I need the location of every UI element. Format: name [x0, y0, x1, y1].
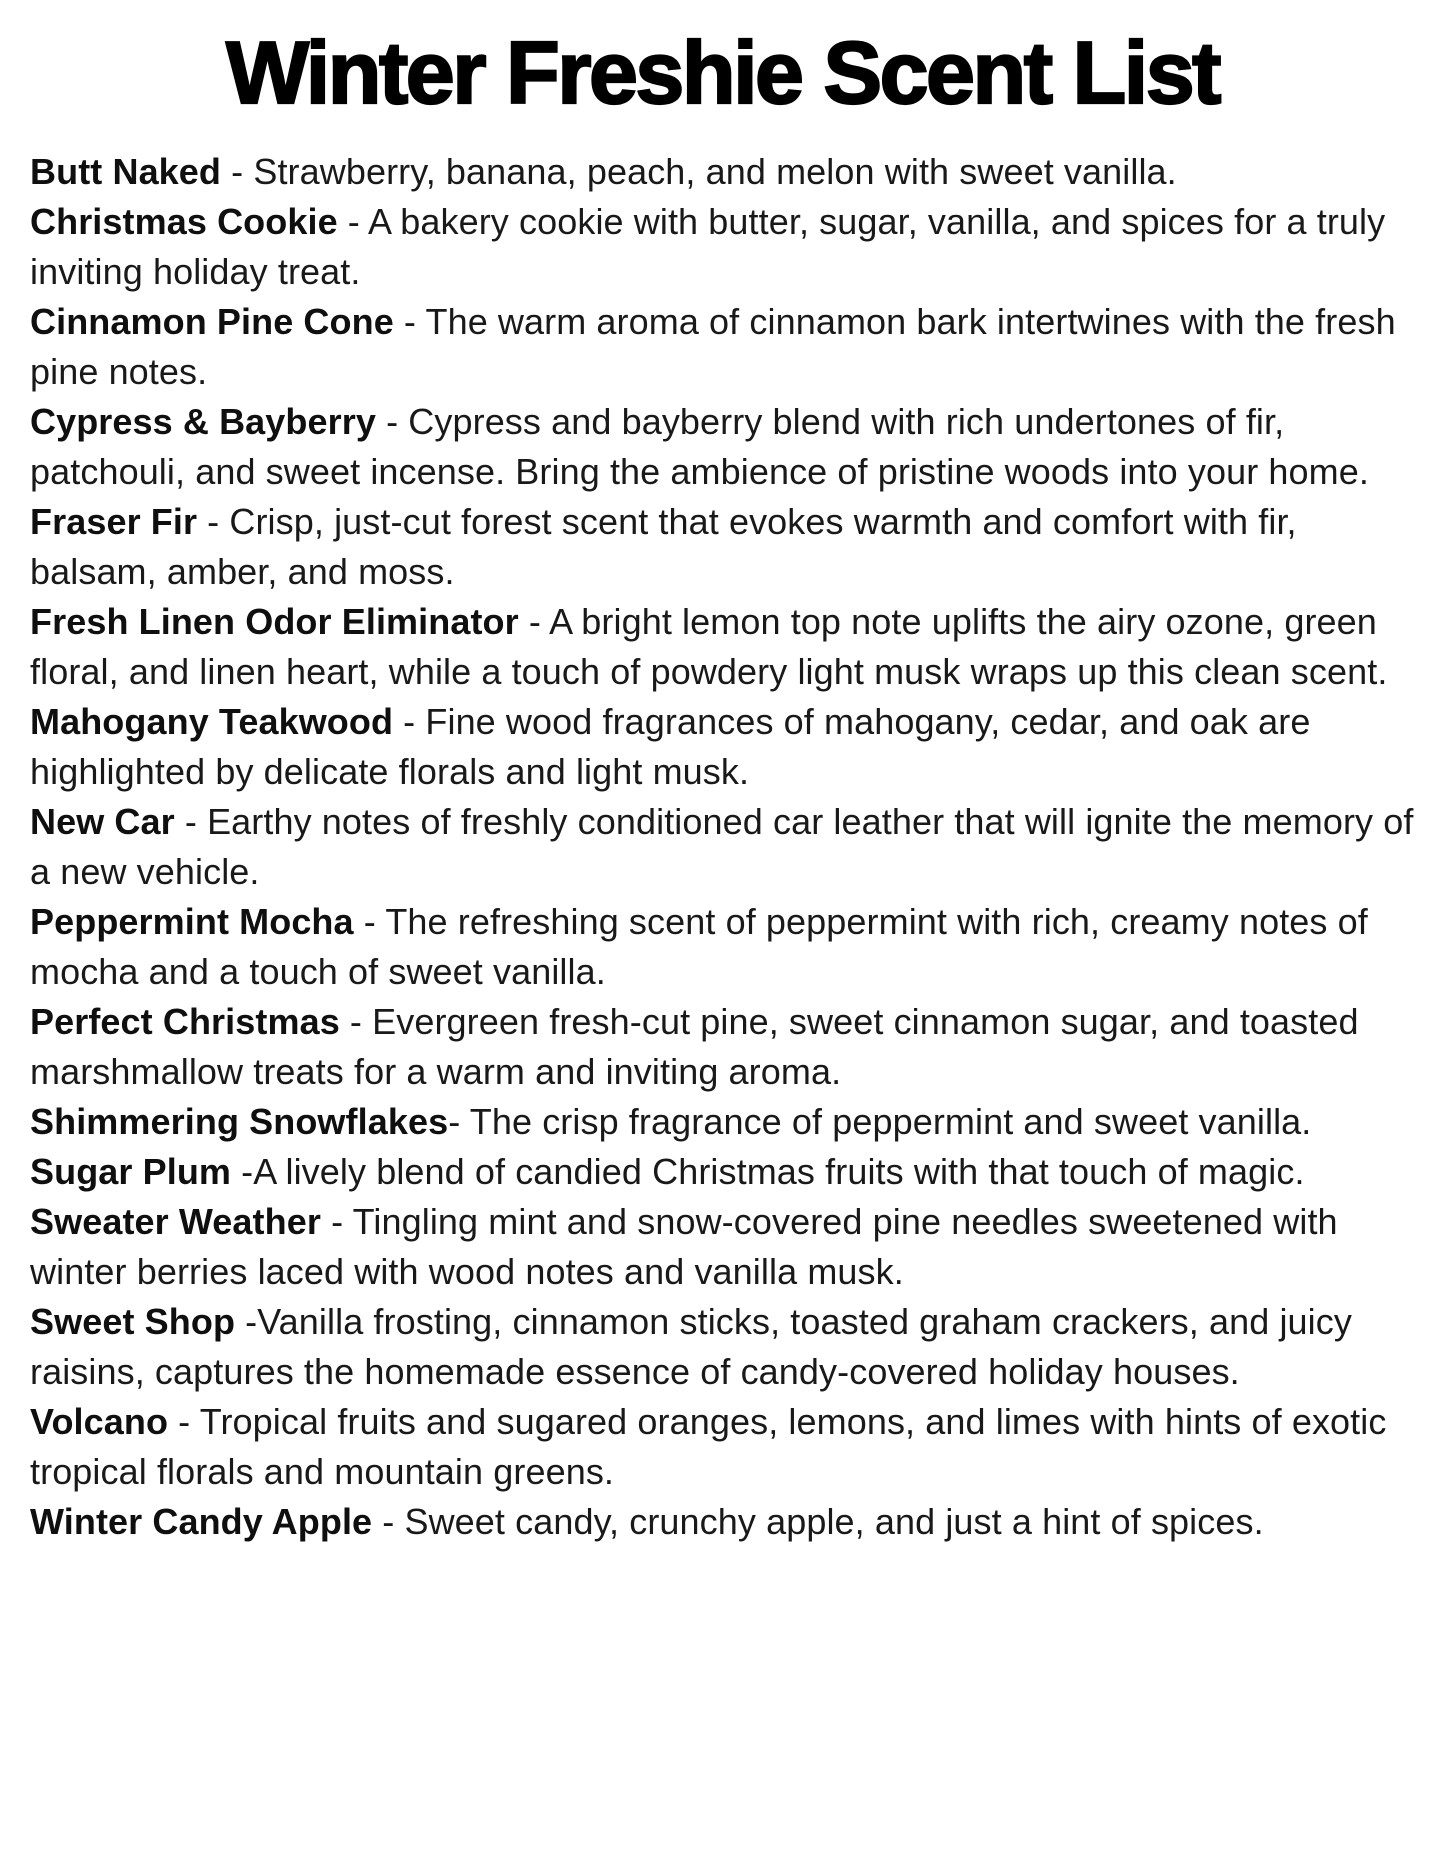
scent-entry [30, 1147, 1415, 1197]
scent-entry [30, 1097, 1415, 1147]
scent-separator: - [518, 601, 550, 643]
scent-description: The refreshing scent of peppermint with rich, creamy notes of mocha and a touch of sweet vanilla. [30, 901, 1368, 993]
scent-name: Winter Candy Apple [30, 1501, 373, 1543]
scent-name: Fresh Linen Odor Eliminator [30, 601, 519, 643]
scent-name: Christmas Cookie [30, 201, 338, 243]
scent-description: Strawberry, banana, peach, and melon with sweet vanilla. [253, 151, 1177, 193]
scent-separator: - [448, 1101, 470, 1143]
scent-name: Butt Naked [30, 151, 222, 193]
scent-description: A bakery cookie with butter, sugar, vanilla, and spices for a truly inviting holiday treat. [30, 201, 1386, 293]
scent-separator: - [235, 1301, 258, 1343]
scent-name: Peppermint Mocha [30, 901, 354, 943]
scent-name: New Car [30, 801, 175, 843]
scent-name: Mahogany Teakwood [30, 701, 394, 743]
scent-entry [30, 197, 1415, 297]
scent-entry [30, 1397, 1415, 1497]
scent-description: A lively blend of candied Christmas fruits with that touch of magic. [253, 1151, 1305, 1193]
scent-entry [30, 147, 1415, 197]
scent-entry [30, 1197, 1415, 1297]
scent-separator: - [320, 1201, 353, 1243]
scent-description: Cypress and bayberry blend with rich undertones of fir, patchouli, and sweet incense. Bring the ambience of pristine woods into your home. [30, 401, 1369, 493]
scent-description: Evergreen fresh-cut pine, sweet cinnamon sugar, and toasted marshmallow treats for a warm and inviting aroma. [30, 1001, 1359, 1093]
scent-separator: - [339, 1001, 373, 1043]
scent-name: Shimmering Snowflakes [30, 1101, 449, 1143]
scent-separator: - [372, 1501, 405, 1543]
scent-list [30, 147, 1415, 1547]
scent-entry [30, 697, 1415, 797]
scent-entry [30, 397, 1415, 497]
scent-name: Cypress & Bayberry [30, 401, 376, 443]
scent-description: A bright lemon top note uplifts the airy ozone, green floral, and linen heart, while a touch of powdery light musk wraps up this clean scent. [30, 601, 1388, 693]
scent-description: Earthy notes of freshly conditioned car leather that will ignite the memory of a new vehicle. [30, 801, 1414, 893]
scent-name: Fraser Fir [30, 501, 198, 543]
scent-entry [30, 1497, 1415, 1547]
scent-description: Crisp, just-cut forest scent that evokes warmth and comfort with fir, balsam, amber, and moss. [30, 501, 1297, 593]
scent-name: Perfect Christmas [30, 1001, 340, 1043]
scent-separator: - [197, 501, 230, 543]
scent-entry [30, 997, 1415, 1097]
scent-separator: - [375, 401, 409, 443]
scent-description: The crisp fragrance of peppermint and sweet vanilla. [469, 1101, 1312, 1143]
scent-separator: - [168, 1401, 200, 1443]
scent-name: Sweater Weather [30, 1201, 321, 1243]
scent-description: Sweet candy, crunchy apple, and just a hint of spices. [404, 1501, 1264, 1543]
scent-description: Vanilla frosting, cinnamon sticks, toasted graham crackers, and juicy raisins, captures the homemade essence of candy-covered holiday houses. [30, 1301, 1352, 1393]
scent-separator: - [337, 201, 369, 243]
page-title: Winter Freshie Scent List [226, 23, 1219, 122]
scent-description: Tingling mint and snow-covered pine needles sweetened with winter berries laced with wood notes and vanilla musk. [30, 1201, 1338, 1293]
scent-separator: - [221, 151, 254, 193]
scent-description: Fine wood fragrances of mahogany, cedar, and oak are highlighted by delicate florals and light musk. [30, 701, 1311, 793]
scent-description: The warm aroma of cinnamon bark intertwines with the fresh pine notes. [30, 301, 1396, 393]
scent-separator: - [174, 801, 208, 843]
scent-name: Sweet Shop [30, 1301, 236, 1343]
scent-entry [30, 1297, 1415, 1397]
scent-name: Volcano [30, 1401, 169, 1443]
scent-entry [30, 797, 1415, 897]
scent-entry [30, 497, 1415, 597]
scent-entry [30, 897, 1415, 997]
scent-separator: - [393, 301, 426, 343]
scent-separator: - [353, 901, 386, 943]
scent-separator: - [393, 701, 426, 743]
scent-entry [30, 297, 1415, 397]
scent-name: Sugar Plum [30, 1151, 232, 1193]
scent-description: Tropical fruits and sugared oranges, lemons, and limes with hints of exotic tropical florals and mountain greens. [30, 1401, 1387, 1493]
scent-name: Cinnamon Pine Cone [30, 301, 394, 343]
scent-entry [30, 597, 1415, 697]
scent-separator: - [231, 1151, 254, 1193]
